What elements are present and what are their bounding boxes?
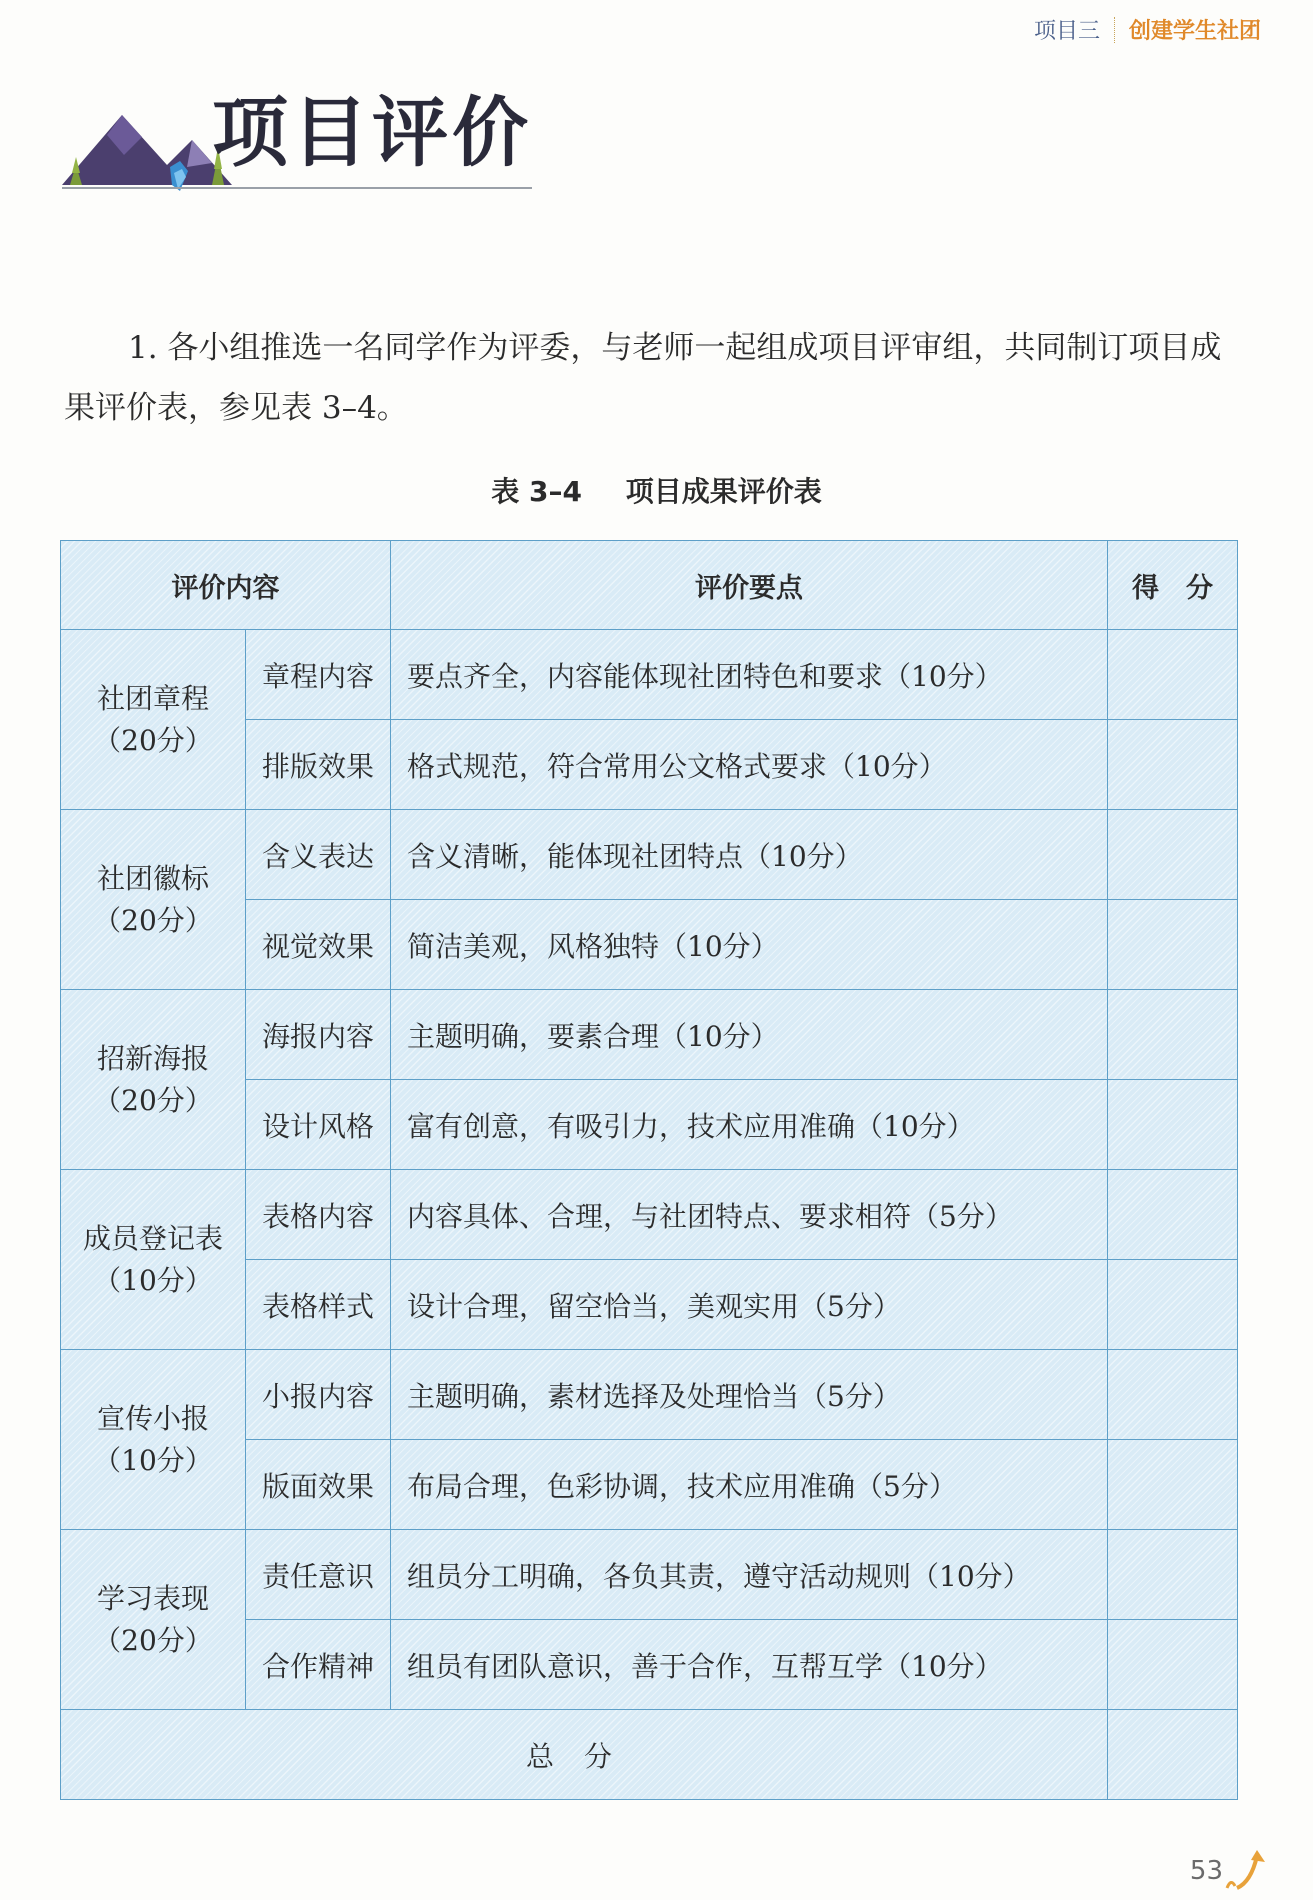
- point-cell: 富有创意，有吸引力，技术应用准确（10分）: [391, 1080, 1108, 1170]
- chapter-label: 创建学生社团: [1128, 19, 1261, 44]
- table-caption: [0, 470, 1313, 510]
- score-cell[interactable]: [1108, 1350, 1238, 1440]
- table-row: [61, 990, 1238, 1080]
- point-cell: 布局合理，色彩协调，技术应用准确（5分）: [391, 1440, 1108, 1530]
- category-name: 成员登记表: [82, 1221, 223, 1255]
- category-cell: [61, 630, 246, 810]
- subitem-cell: 设计风格: [246, 1080, 391, 1170]
- category-weight: （20分）: [93, 903, 213, 937]
- category-name: 宣传小报: [96, 1401, 209, 1435]
- table-row: [61, 1170, 1238, 1260]
- total-score-cell[interactable]: [1108, 1710, 1238, 1800]
- title-underline: [62, 187, 532, 189]
- category-cell: [61, 990, 246, 1170]
- category-weight: （20分）: [93, 1083, 213, 1117]
- header-points: 评价要点: [391, 541, 1108, 630]
- category-name: 社团徽标: [96, 861, 209, 895]
- table-header-row: [61, 541, 1238, 630]
- category-weight: （10分）: [93, 1443, 213, 1477]
- category-name: 招新海报: [96, 1041, 209, 1075]
- header-score: 得 分: [1108, 541, 1238, 630]
- section-title-banner: [62, 88, 542, 205]
- score-cell[interactable]: [1108, 720, 1238, 810]
- table-row: [61, 1350, 1238, 1440]
- score-cell[interactable]: [1108, 1620, 1238, 1710]
- subitem-cell: 责任意识: [246, 1530, 391, 1620]
- category-weight: （20分）: [93, 1623, 213, 1657]
- table-row: [61, 630, 1238, 720]
- evaluation-table: [60, 540, 1238, 1800]
- point-cell: 内容具体、合理，与社团特点、要求相符（5分）: [391, 1170, 1108, 1260]
- subitem-cell: 海报内容: [246, 990, 391, 1080]
- subitem-cell: 章程内容: [246, 630, 391, 720]
- point-cell: 主题明确，素材选择及处理恰当（5分）: [391, 1350, 1108, 1440]
- subitem-cell: 表格样式: [246, 1260, 391, 1350]
- score-cell[interactable]: [1108, 990, 1238, 1080]
- project-label: 项目三: [1033, 19, 1100, 44]
- total-label: 总分: [61, 1710, 1108, 1800]
- category-weight: （20分）: [93, 723, 213, 757]
- category-cell: [61, 1530, 246, 1710]
- subitem-cell: 表格内容: [246, 1170, 391, 1260]
- score-cell[interactable]: [1108, 1530, 1238, 1620]
- score-cell[interactable]: [1108, 1260, 1238, 1350]
- subitem-cell: 小报内容: [246, 1350, 391, 1440]
- subitem-cell: 排版效果: [246, 720, 391, 810]
- table-row: [61, 810, 1238, 900]
- section-title: 项目评价: [212, 88, 532, 177]
- point-cell: 主题明确，要素合理（10分）: [391, 990, 1108, 1080]
- point-cell: 含义清晰，能体现社团特点（10分）: [391, 810, 1108, 900]
- table-row: [61, 1530, 1238, 1620]
- point-cell: 组员分工明确，各负其责，遵守活动规则（10分）: [391, 1530, 1108, 1620]
- page-number: 53: [1189, 1856, 1223, 1886]
- arrow-decoration-icon: [1223, 1848, 1269, 1892]
- score-cell[interactable]: [1108, 900, 1238, 990]
- subitem-cell: 视觉效果: [246, 900, 391, 990]
- instruction-paragraph: [64, 318, 1244, 438]
- header-divider: [1114, 17, 1115, 43]
- subitem-cell: 含义表达: [246, 810, 391, 900]
- point-cell: 格式规范，符合常用公文格式要求（10分）: [391, 720, 1108, 810]
- category-cell: [61, 810, 246, 990]
- score-cell[interactable]: [1108, 1080, 1238, 1170]
- score-cell[interactable]: [1108, 1170, 1238, 1260]
- subitem-cell: 合作精神: [246, 1620, 391, 1710]
- running-header: [1034, 14, 1261, 45]
- category-cell: [61, 1350, 246, 1530]
- category-weight: （10分）: [93, 1263, 213, 1297]
- point-cell: 简洁美观，风格独特（10分）: [391, 900, 1108, 990]
- point-cell: 要点齐全，内容能体现社团特色和要求（10分）: [391, 630, 1108, 720]
- score-cell[interactable]: [1108, 1440, 1238, 1530]
- category-cell: [61, 1170, 246, 1350]
- category-name: 学习表现: [96, 1581, 209, 1615]
- total-row: [61, 1710, 1238, 1800]
- table-caption-title: 项目成果评价表: [625, 475, 822, 508]
- score-cell[interactable]: [1108, 630, 1238, 720]
- point-cell: 设计合理，留空恰当，美观实用（5分）: [391, 1260, 1108, 1350]
- point-cell: 组员有团队意识，善于合作，互帮互学（10分）: [391, 1620, 1108, 1710]
- subitem-cell: 版面效果: [246, 1440, 391, 1530]
- header-content: 评价内容: [61, 541, 391, 630]
- category-name: 社团章程: [96, 681, 209, 715]
- instruction-text: 1. 各小组推选一名同学作为评委，与老师一起组成项目评审组，共同制订项目成果评价表，参见表 3–4。: [64, 330, 1222, 426]
- table-caption-number: 表 3–4: [491, 475, 582, 508]
- score-cell[interactable]: [1108, 810, 1238, 900]
